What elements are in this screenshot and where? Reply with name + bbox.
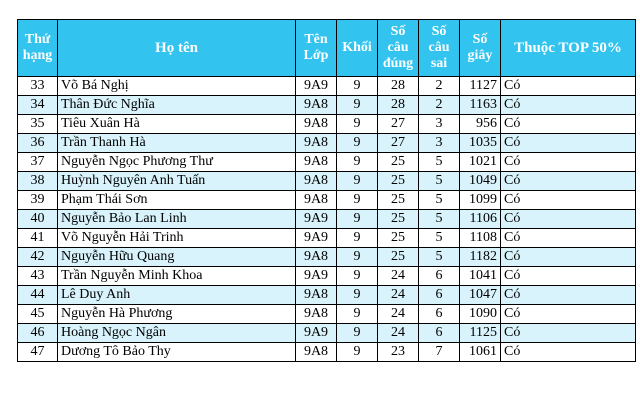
cell-name: Nguyễn Bảo Lan Linh [58,210,296,229]
cell-name: Huỳnh Nguyên Anh Tuấn [58,172,296,191]
header-line: giây [467,48,493,63]
cell-correct: 25 [378,229,419,248]
cell-top: Có [501,172,636,191]
cell-rank: 37 [18,153,58,172]
cell-name: Tiêu Xuân Hà [58,115,296,134]
header-row [18,20,636,77]
cell-name: Lê Duy Anh [58,286,296,305]
cell-grade: 9 [337,210,378,229]
cell-wrong: 6 [419,286,460,305]
cell-class: 9A8 [296,343,337,362]
cell-grade: 9 [337,229,378,248]
cell-correct: 28 [378,77,419,96]
cell-correct: 25 [378,191,419,210]
cell-correct: 23 [378,343,419,362]
cell-class: 9A9 [296,210,337,229]
cell-grade: 9 [337,153,378,172]
cell-correct: 27 [378,115,419,134]
cell-seconds: 1163 [460,96,501,115]
table-row [18,191,636,210]
cell-correct: 25 [378,172,419,191]
cell-top: Có [501,191,636,210]
header-line: đúng [382,56,414,71]
cell-name: Võ Bá Nghị [58,77,296,96]
header-seconds [460,20,501,77]
cell-class: 9A9 [296,229,337,248]
header-line: hạng [22,48,53,63]
cell-class: 9A8 [296,248,337,267]
header-line: Thứ [24,32,51,47]
header-line: Số [431,24,447,39]
cell-wrong: 5 [419,172,460,191]
cell-class: 9A8 [296,134,337,153]
cell-grade: 9 [337,134,378,153]
cell-seconds: 956 [460,115,501,134]
header-line: Số [472,32,488,47]
cell-top: Có [501,324,636,343]
header-line: Tên [304,32,328,47]
cell-wrong: 7 [419,343,460,362]
header-line: câu [387,40,409,55]
cell-wrong: 2 [419,96,460,115]
cell-grade: 9 [337,267,378,286]
cell-seconds: 1182 [460,248,501,267]
cell-seconds: 1090 [460,305,501,324]
cell-grade: 9 [337,115,378,134]
header-line: câu [428,40,450,55]
table-row [18,210,636,229]
cell-correct: 24 [378,267,419,286]
cell-wrong: 3 [419,115,460,134]
cell-top: Có [501,153,636,172]
cell-class: 9A8 [296,172,337,191]
cell-wrong: 3 [419,134,460,153]
table-row [18,343,636,362]
cell-name: Thân Đức Nghĩa [58,96,296,115]
cell-rank: 44 [18,286,58,305]
table-body [18,77,636,362]
cell-rank: 42 [18,248,58,267]
cell-wrong: 5 [419,191,460,210]
cell-grade: 9 [337,286,378,305]
cell-correct: 24 [378,305,419,324]
cell-correct: 25 [378,248,419,267]
cell-wrong: 5 [419,210,460,229]
cell-top: Có [501,305,636,324]
cell-rank: 38 [18,172,58,191]
cell-name: Nguyễn Hữu Quang [58,248,296,267]
cell-seconds: 1106 [460,210,501,229]
cell-class: 9A8 [296,153,337,172]
cell-correct: 27 [378,134,419,153]
header-line: Số [390,24,406,39]
header-line: Thuộc TOP 50% [514,40,622,56]
cell-wrong: 5 [419,229,460,248]
table-row [18,324,636,343]
cell-rank: 33 [18,77,58,96]
cell-rank: 40 [18,210,58,229]
cell-wrong: 5 [419,153,460,172]
cell-rank: 34 [18,96,58,115]
cell-top: Có [501,248,636,267]
cell-rank: 41 [18,229,58,248]
cell-class: 9A8 [296,115,337,134]
cell-correct: 24 [378,286,419,305]
cell-seconds: 1041 [460,267,501,286]
cell-name: Hoàng Ngọc Ngân [58,324,296,343]
cell-wrong: 6 [419,305,460,324]
cell-seconds: 1021 [460,153,501,172]
cell-seconds: 1125 [460,324,501,343]
cell-seconds: 1047 [460,286,501,305]
cell-rank: 39 [18,191,58,210]
cell-top: Có [501,286,636,305]
cell-grade: 9 [337,305,378,324]
header-class [296,20,337,77]
cell-correct: 25 [378,153,419,172]
cell-rank: 35 [18,115,58,134]
cell-name: Nguyễn Hà Phương [58,305,296,324]
table-row [18,286,636,305]
header-grade [337,20,378,77]
header-name [58,20,296,77]
header-line: Khối [342,40,372,55]
cell-grade: 9 [337,77,378,96]
cell-top: Có [501,343,636,362]
cell-rank: 36 [18,134,58,153]
cell-grade: 9 [337,324,378,343]
cell-top: Có [501,267,636,286]
cell-wrong: 6 [419,324,460,343]
cell-grade: 9 [337,343,378,362]
ranking-table [17,19,636,362]
cell-wrong: 2 [419,77,460,96]
cell-seconds: 1035 [460,134,501,153]
cell-wrong: 5 [419,248,460,267]
cell-grade: 9 [337,96,378,115]
cell-name: Phạm Thái Sơn [58,191,296,210]
cell-class: 9A9 [296,267,337,286]
cell-class: 9A9 [296,77,337,96]
cell-class: 9A8 [296,96,337,115]
cell-correct: 25 [378,210,419,229]
header-line: sai [430,56,448,71]
cell-grade: 9 [337,172,378,191]
table-row [18,229,636,248]
cell-seconds: 1108 [460,229,501,248]
table-row [18,248,636,267]
cell-top: Có [501,210,636,229]
table-row [18,115,636,134]
cell-rank: 45 [18,305,58,324]
header-wrong [419,20,460,77]
header-top [501,20,636,77]
header-correct [378,20,419,77]
cell-seconds: 1061 [460,343,501,362]
cell-class: 9A8 [296,191,337,210]
header-line: Lớp [303,48,329,63]
cell-top: Có [501,134,636,153]
cell-class: 9A8 [296,305,337,324]
cell-correct: 28 [378,96,419,115]
cell-top: Có [501,96,636,115]
cell-name: Nguyễn Ngọc Phương Thư [58,153,296,172]
cell-top: Có [501,229,636,248]
table-row [18,153,636,172]
table-row [18,77,636,96]
header-rank [18,20,58,77]
table-row [18,267,636,286]
cell-rank: 47 [18,343,58,362]
cell-grade: 9 [337,191,378,210]
cell-name: Trần Thanh Hà [58,134,296,153]
table-row [18,134,636,153]
cell-correct: 24 [378,324,419,343]
cell-grade: 9 [337,248,378,267]
cell-seconds: 1099 [460,191,501,210]
cell-top: Có [501,77,636,96]
ranking-table-container [17,19,636,362]
cell-name: Dương Tô Bảo Thy [58,343,296,362]
table-row [18,96,636,115]
cell-rank: 43 [18,267,58,286]
header-line: Họ tên [155,40,198,56]
table-row [18,172,636,191]
cell-rank: 46 [18,324,58,343]
cell-name: Võ Nguyễn Hải Trinh [58,229,296,248]
cell-wrong: 6 [419,267,460,286]
cell-class: 9A9 [296,324,337,343]
cell-seconds: 1127 [460,77,501,96]
cell-class: 9A8 [296,286,337,305]
cell-seconds: 1049 [460,172,501,191]
cell-top: Có [501,115,636,134]
cell-name: Trần Nguyễn Minh Khoa [58,267,296,286]
table-row [18,305,636,324]
